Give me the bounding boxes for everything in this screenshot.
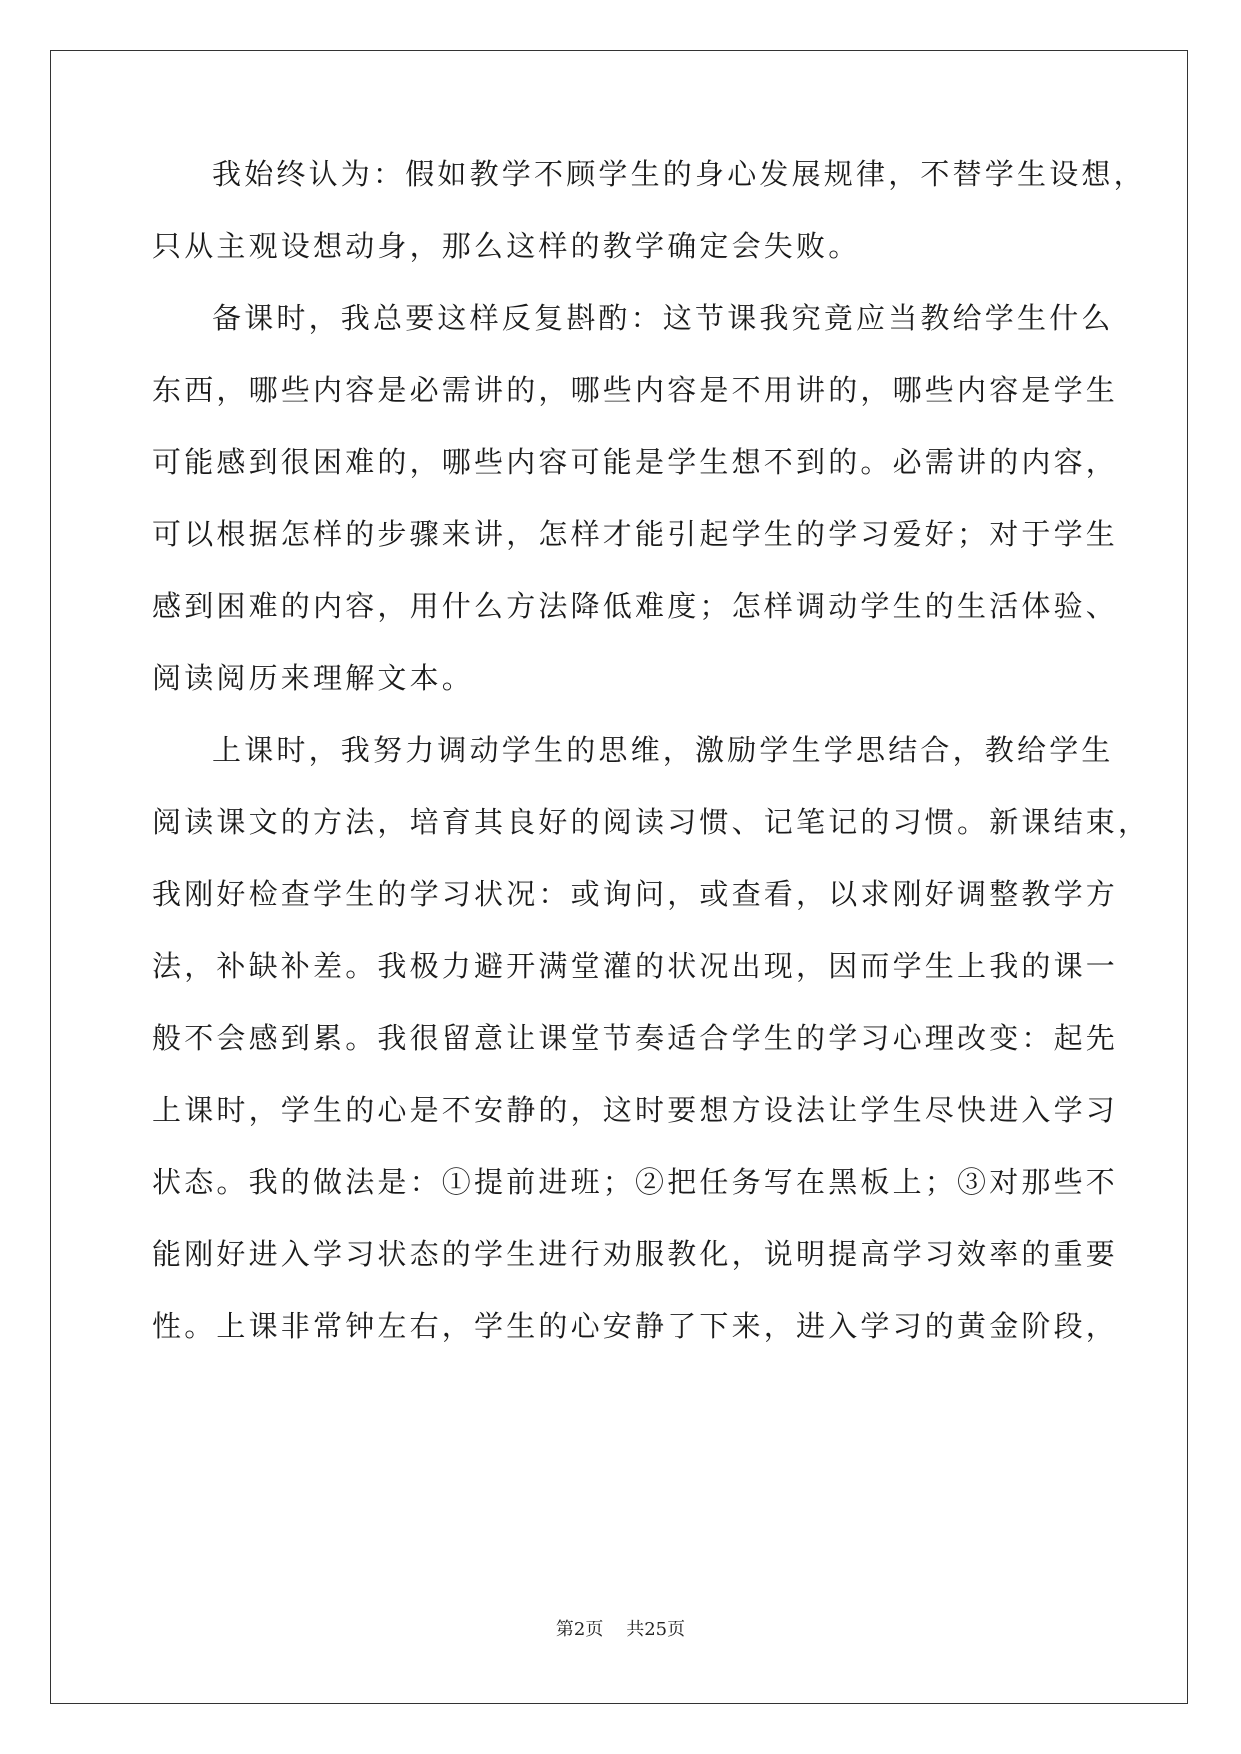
paragraph-1-line-1: 我始终认为：假如教学不顾学生的身心发展规律，不替学生设想， [212, 157, 1146, 191]
paragraph-3-line-1: 上课时，我努力调动学生的思维，激励学生学思结合，教给学生 [212, 733, 1114, 767]
footer-separator [603, 1619, 626, 1640]
paragraph-3-line-5: 般不会感到累。我很留意让课堂节奏适合学生的学习心理改变：起先 [152, 1021, 1119, 1055]
paragraph-2-line-5: 感到困难的内容，用什么方法降低难度；怎样调动学生的生活体验、 [152, 589, 1119, 623]
paragraph-2-line-4: 可以根据怎样的步骤来讲，怎样才能引起学生的学习爱好；对于学生 [152, 517, 1119, 551]
paragraph-3-line-7: 状态。我的做法是：①提前进班；②把任务写在黑板上；③对那些不 [152, 1165, 1119, 1199]
paragraph-2-line-6: 阅读阅历来理解文本。 [152, 661, 475, 695]
paragraph-3-line-3: 我刚好检查学生的学习状况：或询问，或查看，以求刚好调整教学方 [152, 877, 1119, 911]
paragraph-3-line-6: 上课时，学生的心是不安静的，这时要想方设法让学生尽快进入学习 [152, 1093, 1119, 1127]
paragraph-2-line-2: 东西，哪些内容是必需讲的，哪些内容是不用讲的，哪些内容是学生 [152, 373, 1119, 407]
paragraph-3-line-9: 性。上课非常钟左右，学生的心安静了下来，进入学习的黄金阶段， [152, 1309, 1119, 1343]
paragraph-3-line-4: 法，补缺补差。我极力避开满堂灌的状况出现，因而学生上我的课一 [152, 949, 1119, 983]
paragraph-3-line-2: 阅读课文的方法，培育其良好的阅读习惯、记笔记的习惯。新课结束， [152, 805, 1151, 839]
current-page-label: 第2页 [555, 1619, 604, 1640]
total-pages-label: 共25页 [626, 1619, 686, 1640]
paragraph-2-line-1: 备课时，我总要这样反复斟酌：这节课我究竟应当教给学生什么 [212, 301, 1114, 335]
paragraph-2-line-3: 可能感到很困难的，哪些内容可能是学生想不到的。必需讲的内容， [152, 445, 1119, 479]
paragraph-3-line-8: 能刚好进入学习状态的学生进行劝服教化，说明提高学习效率的重要 [152, 1237, 1119, 1271]
paragraph-1-line-2: 只从主观设想动身，那么这样的教学确定会失败。 [152, 229, 861, 263]
page-footer [0, 1618, 1241, 1642]
